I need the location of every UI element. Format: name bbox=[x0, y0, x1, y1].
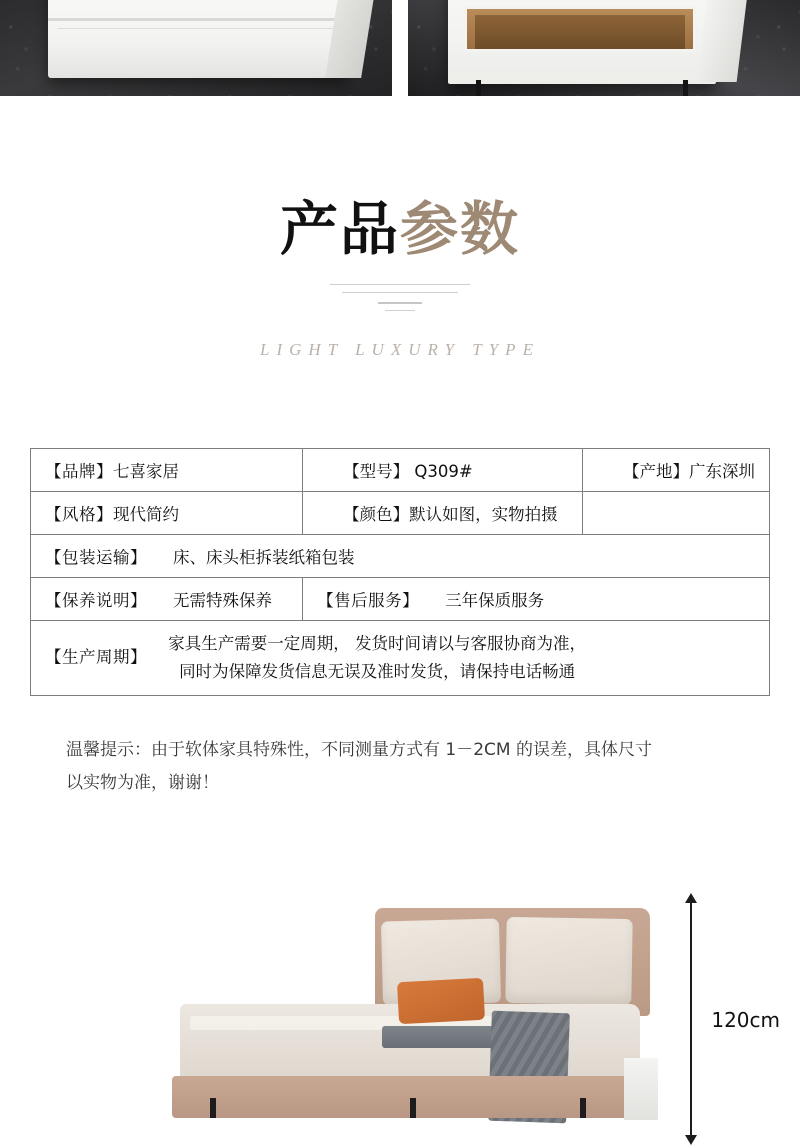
value-color: 默认如图，实物拍摄 bbox=[409, 505, 558, 524]
value-production-line1: 家具生产需要一定周期， 发货时间请以与客服协商为准， bbox=[168, 634, 586, 653]
value-style: 现代简约 bbox=[113, 505, 179, 524]
cell-after-sales bbox=[303, 578, 770, 621]
nightstand-leg bbox=[476, 80, 481, 96]
label-brand: 【品牌】 bbox=[45, 462, 113, 481]
nightstand-closed-image bbox=[48, 0, 348, 78]
table-row bbox=[31, 449, 770, 492]
photo-divider bbox=[392, 0, 408, 96]
label-packaging: 【包装运输】 bbox=[45, 548, 147, 567]
label-model: 【型号】 bbox=[343, 462, 410, 481]
value-packaging: 床、床头柜拆装纸箱包装 bbox=[173, 548, 355, 567]
side-nightstand bbox=[624, 1058, 658, 1120]
tip-line-1: 温馨提示：由于软体家具特殊性，不同测量方式有 1－2CM 的误差，具体尺寸 bbox=[66, 740, 652, 761]
table-row bbox=[31, 492, 770, 535]
bed-leg bbox=[210, 1098, 216, 1118]
cell-origin bbox=[583, 449, 770, 492]
label-origin: 【产地】 bbox=[623, 462, 689, 481]
label-after-sales: 【售后服务】 bbox=[317, 591, 420, 610]
height-dimension-label: 120cm bbox=[711, 1008, 780, 1032]
bed-leg bbox=[410, 1098, 416, 1118]
value-after-sales: 三年保质服务 bbox=[445, 591, 545, 610]
bed-leg bbox=[580, 1098, 586, 1118]
cell-style bbox=[31, 492, 303, 535]
value-production-line2: 同时为保障发货信息无误及准时发货，请保持电话畅通 bbox=[179, 662, 576, 682]
nightstand-open-image bbox=[448, 0, 716, 84]
nightstand-leg bbox=[683, 80, 688, 96]
value-maintenance: 无需特殊保养 bbox=[173, 591, 272, 610]
page-title-part-1: 产品 bbox=[279, 195, 400, 263]
value-origin: 广东深圳 bbox=[689, 462, 755, 481]
product-spec-table bbox=[30, 448, 770, 696]
cell-model bbox=[303, 449, 583, 492]
bed-photo bbox=[0, 880, 800, 1136]
product-photo-left bbox=[0, 0, 392, 96]
value-brand: 七喜家居 bbox=[113, 462, 179, 481]
page-title-part-2: 参数 bbox=[400, 195, 521, 263]
table-row bbox=[31, 535, 770, 578]
label-color: 【颜色】 bbox=[343, 505, 410, 524]
cell-maintenance bbox=[31, 578, 303, 621]
ornament-divider-icon bbox=[330, 284, 470, 318]
cell-color bbox=[303, 492, 583, 535]
open-drawer bbox=[464, 6, 696, 52]
bed-base bbox=[172, 1076, 652, 1118]
page-subtitle: LIGHT LUXURY TYPE bbox=[260, 340, 540, 359]
product-photo-strip bbox=[0, 0, 800, 96]
product-photo-right bbox=[408, 0, 800, 96]
height-dimension-arrow-icon bbox=[690, 902, 692, 1136]
cell-packaging bbox=[31, 535, 770, 578]
cell-production-cycle bbox=[31, 621, 770, 696]
table-row bbox=[31, 578, 770, 621]
label-style: 【风格】 bbox=[45, 505, 113, 524]
value-model: Q309# bbox=[414, 462, 473, 481]
section-heading bbox=[0, 96, 800, 360]
drawer-seam bbox=[58, 28, 338, 29]
spec-table-wrapper bbox=[30, 448, 770, 696]
accent-pillow bbox=[397, 978, 485, 1024]
tip-line-2: 以实物为准，谢谢！ bbox=[66, 773, 219, 794]
label-maintenance: 【保养说明】 bbox=[45, 591, 147, 610]
table-row bbox=[31, 621, 770, 696]
warm-tip-note bbox=[66, 734, 746, 800]
cell-brand bbox=[31, 449, 303, 492]
cell-empty bbox=[583, 492, 770, 535]
label-production-cycle: 【生产周期】 bbox=[45, 647, 147, 667]
drawer-interior bbox=[475, 15, 685, 49]
bed-throw-fold bbox=[382, 1026, 502, 1048]
headboard-cushion bbox=[505, 917, 632, 1005]
drawer-edge bbox=[48, 18, 348, 21]
bed-illustration bbox=[150, 908, 650, 1136]
page-title bbox=[0, 195, 800, 263]
